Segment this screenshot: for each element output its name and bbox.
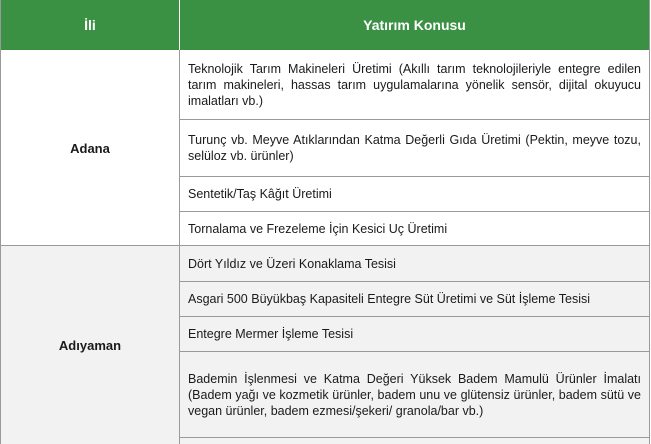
investment-topic-text: Entegre Mermer İşleme Tesisi [188,327,354,341]
investment-topic-text: Sentetik/Taş Kâğıt Üretimi [188,187,332,201]
investment-topic-text: Asgari 500 Büyükbaş Kapasiteli Entegre Süt Üretimi ve Süt İşleme Tesisi [188,292,591,306]
investment-topic-row [180,317,649,352]
investment-topic-row [180,352,649,438]
investment-topic-text: Dört Yıldız ve Üzeri Konaklama Tesisi [188,256,396,271]
province-name: Adıyaman [58,337,122,353]
province-group-adiyaman [1,246,649,444]
header-investment-topic: Yatırım Konusu [363,17,466,33]
investment-topic-text: Teknolojik Tarım Makineleri Üretimi (Akıllı tarım teknolojileriyle entegre edilen tarım makineleri, hassas tarım uygulamalarına yönelik sensör, dijital okuyucu imalatları vb.) [188,61,641,108]
investment-topic-row [180,50,649,120]
investment-topic-row [180,120,649,177]
province-group-adana [1,50,649,246]
investment-topic-row [180,177,649,212]
investment-topic-text: Tornalama ve Frezeleme İçin Kesici Uç Üretimi [188,221,448,236]
investment-topic-row [180,282,649,317]
table-header [1,0,649,50]
header-province: İli [84,17,96,33]
investment-topic-text: Bademin İşlenmesi ve Katma Değeri Yüksek Badem Mamulü Ürünler İmalatı (Badem yağı ve kozmetik ürünler, badem unu ve glütensiz ürünler, badem sütü ve vegan ürünler, badem ezmesi/şekeri/ granola/bar vb.) [188,371,641,418]
province-name: Adana [70,140,110,156]
investment-topic-row [180,246,649,282]
investment-topic-row [180,212,649,246]
investment-topic-text: Turunç vb. Meyve Atıklarından Katma Değerli Gıda Üretimi (Pektin, meyve tozu, selüloz vb. ürünler) [188,133,641,163]
